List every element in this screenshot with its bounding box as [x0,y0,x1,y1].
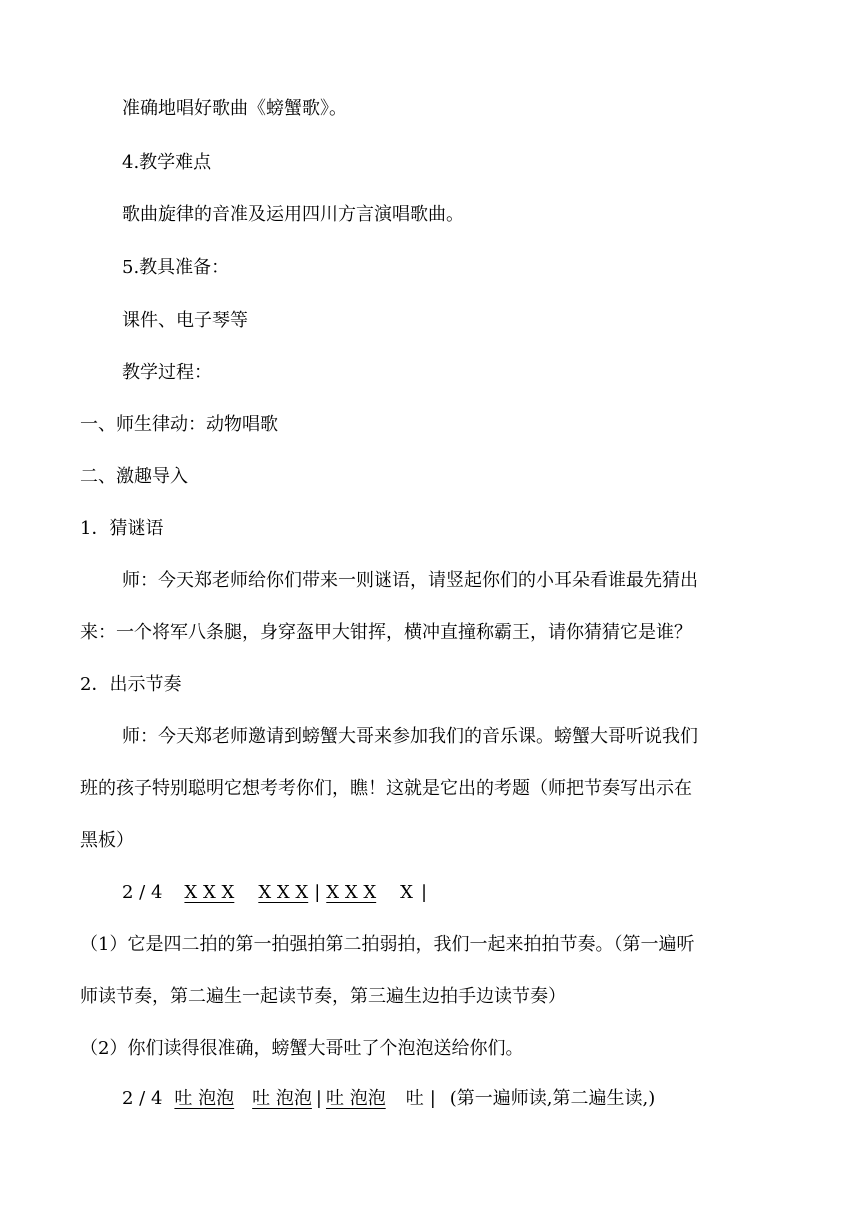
bar-line: | [429,1088,436,1109]
paragraph-step1-line2: 师读节奏，第二遍生一起读节奏，第三遍生边拍手边读节奏） [80,986,566,1007]
subheading-riddle: 1．猜谜语 [80,518,164,539]
paragraph-rhythm-line2: 班的孩子特别聪明它想考考你们，瞧！这就是它出的考题（师把节奏写出示在 [80,778,692,799]
heading-teaching-process: 教学过程： [122,362,212,383]
paragraph-rhythm-line3: 黑板） [80,830,134,851]
paragraph-difficulty-text: 歌曲旋律的音准及运用四川方言演唱歌曲。 [122,204,464,225]
bar-line: | [314,882,321,903]
time-signature: 2 / 4 [122,882,163,903]
paragraph-aids-text: 课件、电子琴等 [122,310,248,331]
rhythm-group: X X X [258,882,309,903]
bar-line: | [421,882,428,903]
paragraph-step1-line1: （1）它是四二拍的第一拍强拍第二拍弱拍，我们一起来拍拍节奏。（第一遍听 [80,934,695,955]
rhythm-notation-1 [122,880,427,906]
time-signature: 2 / 4 [122,1088,163,1109]
rhythm-note: X [400,882,413,903]
section-heading-intro: 二、激趣导入 [80,466,188,487]
rhythm-note: 吐 [405,1088,424,1109]
rhythm-group: 吐 泡泡 [325,1088,386,1109]
section-heading-warmup: 一、师生律动：动物唱歌 [80,414,278,435]
rhythm-group: X X X [326,882,377,903]
heading-teaching-difficulty: 4.教学难点 [122,152,212,173]
rhythm-group: X X X [184,882,235,903]
paragraph-rhythm-line1: 师：今天郑老师邀请到螃蟹大哥来参加我们的音乐课。螃蟹大哥听说我们 [122,726,698,747]
bar-line: | [315,1088,322,1109]
paragraph-riddle-line1: 师：今天郑老师给你们带来一则谜语，请竖起你们的小耳朵看谁最先猜出 [122,570,698,591]
paragraph-goal-text: 准确地唱好歌曲《螃蟹歌》。 [122,98,347,119]
paragraph-riddle-line2: 来：一个将军八条腿，身穿盔甲大钳挥，横冲直撞称霸王，请你猜猜它是谁？ [80,622,692,643]
paragraph-step2: （2）你们读得很准确，螃蟹大哥吐了个泡泡送给你们。 [80,1038,524,1059]
rhythm-reading-note: (第一遍师读,第二遍生读,) [449,1088,656,1109]
subheading-show-rhythm: 2．出示节奏 [80,674,182,695]
rhythm-notation-2 [122,1086,655,1112]
rhythm-group: 吐 泡泡 [174,1088,235,1109]
heading-teaching-aids: 5.教具准备： [122,257,230,278]
rhythm-group: 吐 泡泡 [252,1088,312,1109]
